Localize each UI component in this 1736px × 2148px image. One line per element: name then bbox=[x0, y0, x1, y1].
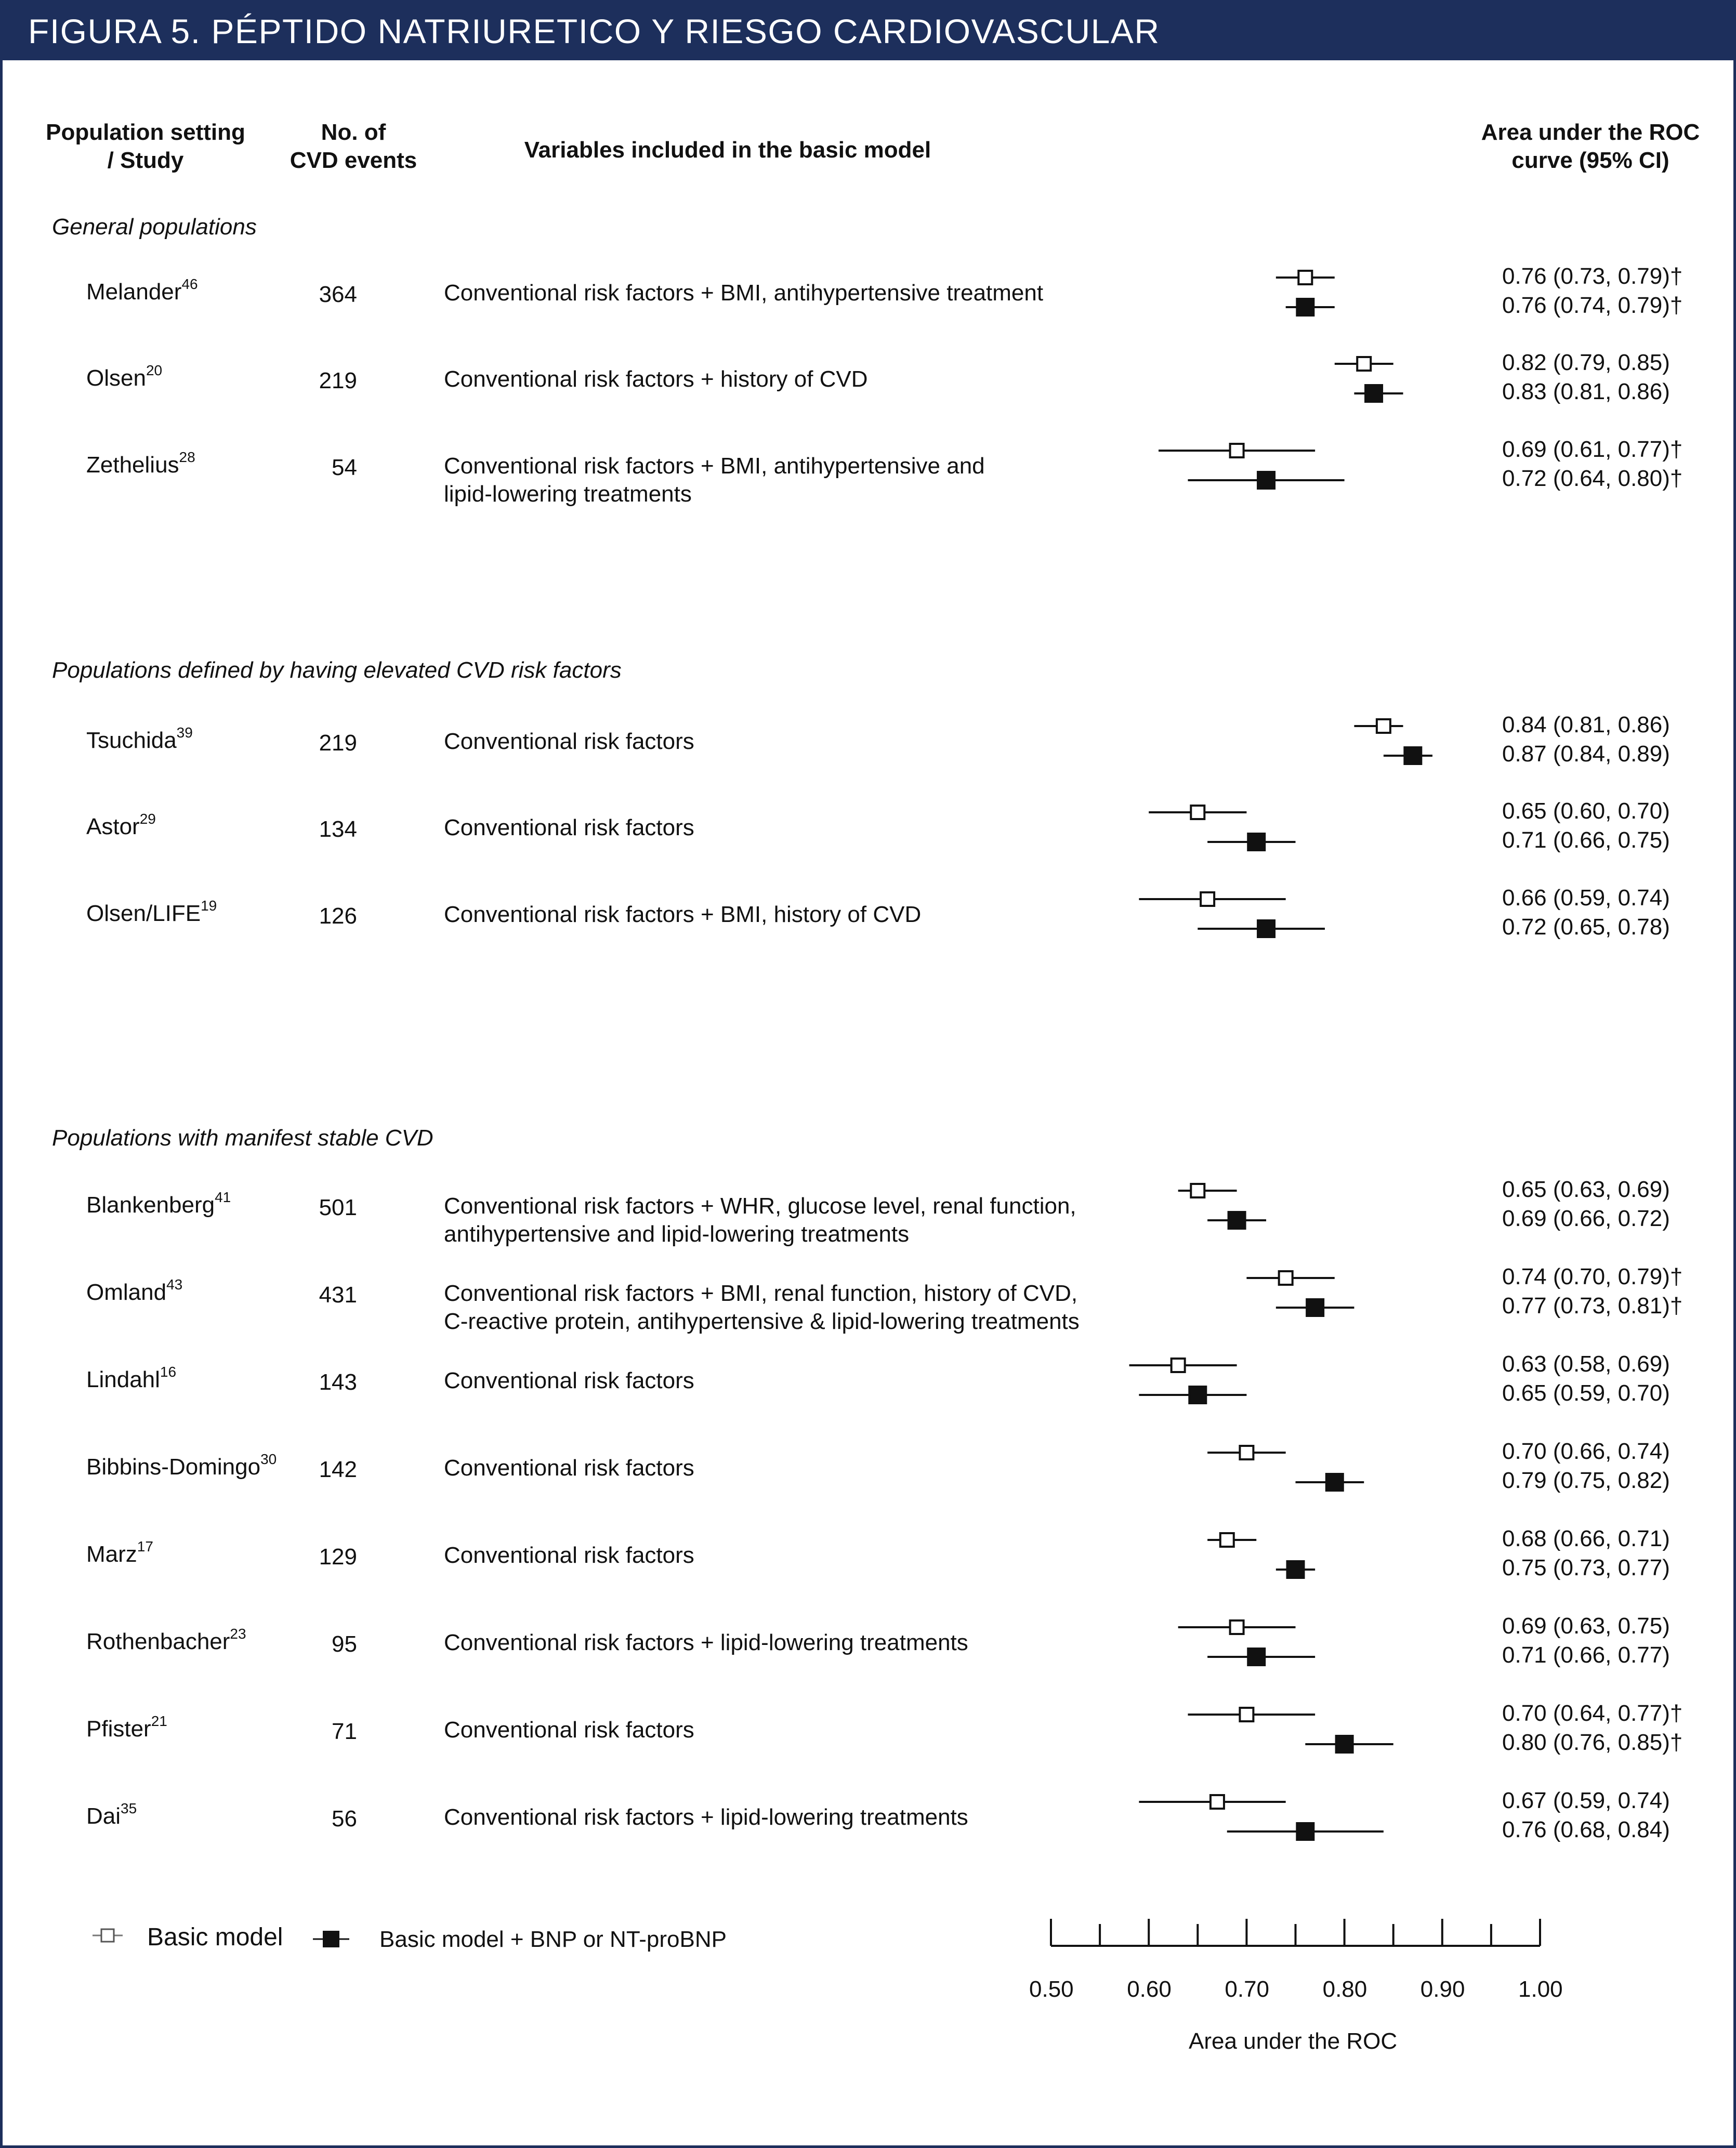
study-reference: 29 bbox=[139, 811, 156, 827]
x-tick-label: 0.90 bbox=[1420, 1976, 1465, 2002]
basic-marker bbox=[1230, 444, 1244, 457]
auc-basic: 0.69 (0.61, 0.77)† bbox=[1502, 437, 1683, 462]
study-events: 142 bbox=[319, 1457, 357, 1482]
study-reference: 19 bbox=[201, 898, 217, 914]
auc-bnp: 0.80 (0.76, 0.85)† bbox=[1502, 1730, 1683, 1755]
basic-marker bbox=[1377, 719, 1390, 733]
study-reference: 28 bbox=[179, 449, 195, 465]
auc-basic: 0.82 (0.79, 0.85) bbox=[1502, 350, 1670, 375]
study-name-text: Melander bbox=[86, 279, 182, 305]
basic-marker bbox=[1230, 1620, 1244, 1634]
header-auc-line1: Area under the ROC bbox=[1481, 120, 1700, 145]
basic-marker bbox=[1201, 892, 1214, 906]
header-events-line2: CVD events bbox=[290, 148, 417, 173]
bnp-marker bbox=[1248, 834, 1265, 850]
study-variables-line: Conventional risk factors bbox=[444, 815, 694, 840]
study-variables-line: Conventional risk factors + BMI, antihypertensive treatment bbox=[444, 280, 1044, 306]
auc-basic: 0.67 (0.59, 0.74) bbox=[1502, 1788, 1670, 1813]
auc-bnp: 0.72 (0.64, 0.80)† bbox=[1502, 466, 1683, 491]
bnp-marker bbox=[1307, 1299, 1323, 1316]
bnp-marker bbox=[1297, 299, 1313, 315]
legend-bnp-label: Basic model + BNP or NT-proBNP bbox=[379, 1927, 727, 1952]
header-events-line1: No. of bbox=[321, 120, 386, 145]
header-study-line2: / Study bbox=[107, 148, 184, 173]
study-reference: 16 bbox=[160, 1364, 177, 1380]
auc-bnp: 0.87 (0.84, 0.89) bbox=[1502, 741, 1670, 767]
header-study-line1: Population setting bbox=[46, 120, 245, 145]
x-tick-label: 0.50 bbox=[1029, 1976, 1074, 2002]
study-variables-line: Conventional risk factors + lipid-lowering treatments bbox=[444, 1804, 968, 1830]
auc-bnp: 0.69 (0.66, 0.72) bbox=[1502, 1206, 1670, 1231]
study-reference: 46 bbox=[181, 276, 198, 292]
study-variables-line: Conventional risk factors bbox=[444, 729, 694, 754]
study-name-text: Olsen/LIFE bbox=[86, 901, 201, 926]
study-name-text: Tsuchida bbox=[86, 728, 177, 753]
study-name-text: Bibbins-Domingo bbox=[86, 1454, 261, 1480]
study-name-text: Marz bbox=[86, 1541, 137, 1567]
bnp-marker bbox=[1326, 1474, 1343, 1491]
auc-bnp: 0.75 (0.73, 0.77) bbox=[1502, 1555, 1670, 1580]
study-name-text: Olsen bbox=[86, 365, 146, 391]
study-variables-line: Conventional risk factors + BMI, renal function, history of CVD, bbox=[444, 1281, 1078, 1306]
x-tick-label: 0.70 bbox=[1225, 1976, 1270, 2002]
study-events: 364 bbox=[319, 282, 357, 307]
auc-bnp: 0.65 (0.59, 0.70) bbox=[1502, 1380, 1670, 1406]
auc-basic: 0.76 (0.73, 0.79)† bbox=[1502, 263, 1683, 289]
study-events: 134 bbox=[319, 816, 357, 842]
auc-basic: 0.65 (0.60, 0.70) bbox=[1502, 798, 1670, 824]
auc-basic: 0.63 (0.58, 0.69) bbox=[1502, 1351, 1670, 1377]
x-tick-label: 1.00 bbox=[1518, 1976, 1563, 2002]
study-events: 126 bbox=[319, 903, 357, 929]
auc-bnp: 0.77 (0.73, 0.81)† bbox=[1502, 1293, 1683, 1319]
legend-basic-label: Basic model bbox=[147, 1923, 283, 1951]
study-events: 431 bbox=[319, 1282, 357, 1308]
section-stable-cvd-label: Populations with manifest stable CVD bbox=[52, 1125, 433, 1151]
study-events: 95 bbox=[332, 1631, 357, 1657]
study-variables-line: Conventional risk factors + lipid-lowering treatments bbox=[444, 1630, 968, 1655]
bnp-marker bbox=[1248, 1649, 1265, 1665]
auc-bnp: 0.79 (0.75, 0.82) bbox=[1502, 1468, 1670, 1493]
x-tick-label: 0.60 bbox=[1127, 1976, 1172, 2002]
bnp-marker bbox=[1229, 1212, 1245, 1229]
study-reference: 43 bbox=[166, 1276, 183, 1293]
basic-marker bbox=[1298, 271, 1312, 284]
auc-bnp: 0.72 (0.65, 0.78) bbox=[1502, 914, 1670, 940]
figure-title: FIGURA 5. PÉPTIDO NATRIURETICO Y RIESGO CARDIOVASCULAR bbox=[28, 12, 1160, 50]
auc-basic: 0.70 (0.64, 0.77)† bbox=[1502, 1701, 1683, 1726]
study-variables-line: C-reactive protein, antihypertensive & lipid-lowering treatments bbox=[444, 1309, 1080, 1334]
study-events: 54 bbox=[332, 455, 357, 480]
legend-bnp-marker bbox=[323, 1931, 339, 1947]
basic-marker bbox=[1220, 1533, 1234, 1547]
auc-basic: 0.66 (0.59, 0.74) bbox=[1502, 885, 1670, 911]
basic-marker bbox=[1279, 1271, 1293, 1285]
study-events: 71 bbox=[332, 1719, 357, 1744]
legend-basic-marker bbox=[101, 1929, 114, 1942]
auc-bnp: 0.71 (0.66, 0.75) bbox=[1502, 827, 1670, 853]
study-name-text: Zethelius bbox=[86, 452, 179, 478]
bnp-marker bbox=[1365, 385, 1382, 402]
study-events: 143 bbox=[319, 1369, 357, 1395]
header-auc-line2: curve (95% CI) bbox=[1511, 148, 1669, 173]
study-reference: 23 bbox=[230, 1626, 246, 1642]
x-tick-label: 0.80 bbox=[1322, 1976, 1367, 2002]
basic-marker bbox=[1191, 806, 1204, 819]
auc-basic: 0.70 (0.66, 0.74) bbox=[1502, 1439, 1670, 1464]
auc-basic: 0.68 (0.66, 0.71) bbox=[1502, 1526, 1670, 1551]
study-name-text: Lindahl bbox=[86, 1367, 160, 1392]
auc-basic: 0.84 (0.81, 0.86) bbox=[1502, 712, 1670, 737]
study-name-text: Rothenbacher bbox=[86, 1629, 230, 1654]
study-name-text: Omland bbox=[86, 1280, 167, 1305]
section-general-label: General populations bbox=[52, 214, 257, 240]
study-events: 219 bbox=[319, 730, 357, 756]
study-variables-line: Conventional risk factors + BMI, history of CVD bbox=[444, 902, 922, 927]
study-variables-line: Conventional risk factors + WHR, glucose level, renal function, bbox=[444, 1193, 1076, 1219]
header-variables: Variables included in the basic model bbox=[524, 137, 931, 163]
study-variables-line: Conventional risk factors + BMI, antihypertensive and bbox=[444, 453, 985, 479]
study-reference: 17 bbox=[137, 1538, 153, 1554]
auc-bnp: 0.83 (0.81, 0.86) bbox=[1502, 379, 1670, 404]
study-events: 56 bbox=[332, 1806, 357, 1831]
bnp-marker bbox=[1404, 747, 1421, 764]
study-name-text: Pfister bbox=[86, 1716, 151, 1742]
study-name-text: Astor bbox=[86, 814, 140, 839]
study-reference: 20 bbox=[146, 362, 163, 378]
basic-marker bbox=[1191, 1184, 1204, 1197]
basic-marker bbox=[1357, 357, 1371, 371]
bnp-marker bbox=[1258, 920, 1274, 937]
bnp-marker bbox=[1189, 1387, 1206, 1403]
auc-basic: 0.74 (0.70, 0.79)† bbox=[1502, 1264, 1683, 1289]
study-reference: 41 bbox=[215, 1189, 231, 1205]
study-reference: 35 bbox=[121, 1800, 137, 1816]
study-reference: 21 bbox=[151, 1713, 167, 1729]
study-name-text: Dai bbox=[86, 1803, 121, 1829]
study-variables-line: Conventional risk factors bbox=[444, 1717, 694, 1743]
study-reference: 39 bbox=[176, 724, 193, 741]
study-events: 501 bbox=[319, 1195, 357, 1220]
study-events: 219 bbox=[319, 368, 357, 393]
study-variables-line: lipid-lowering treatments bbox=[444, 481, 692, 507]
bnp-marker bbox=[1287, 1561, 1304, 1578]
bnp-marker bbox=[1258, 472, 1274, 489]
study-reference: 30 bbox=[260, 1451, 277, 1467]
study-variables-line: Conventional risk factors + history of CVD bbox=[444, 366, 868, 392]
x-axis-title: Area under the ROC bbox=[1189, 2028, 1398, 2054]
auc-basic: 0.65 (0.63, 0.69) bbox=[1502, 1177, 1670, 1202]
study-variables-line: Conventional risk factors bbox=[444, 1368, 694, 1393]
basic-marker bbox=[1172, 1359, 1185, 1372]
auc-basic: 0.69 (0.63, 0.75) bbox=[1502, 1613, 1670, 1639]
study-events: 129 bbox=[319, 1544, 357, 1570]
bnp-marker bbox=[1336, 1736, 1353, 1752]
auc-bnp: 0.71 (0.66, 0.77) bbox=[1502, 1642, 1670, 1668]
study-variables-line: Conventional risk factors bbox=[444, 1455, 694, 1481]
auc-bnp: 0.76 (0.68, 0.84) bbox=[1502, 1817, 1670, 1842]
study-variables-line: Conventional risk factors bbox=[444, 1543, 694, 1568]
auc-bnp: 0.76 (0.74, 0.79)† bbox=[1502, 293, 1683, 318]
basic-marker bbox=[1240, 1708, 1253, 1721]
basic-marker bbox=[1211, 1795, 1224, 1809]
bnp-marker bbox=[1297, 1823, 1313, 1840]
basic-marker bbox=[1240, 1446, 1253, 1459]
study-name-text: Blankenberg bbox=[86, 1192, 215, 1218]
study-variables-line: antihypertensive and lipid-lowering treatments bbox=[444, 1221, 910, 1247]
section-elevated-risk-label: Populations defined by having elevated CVD risk factors bbox=[52, 657, 622, 683]
